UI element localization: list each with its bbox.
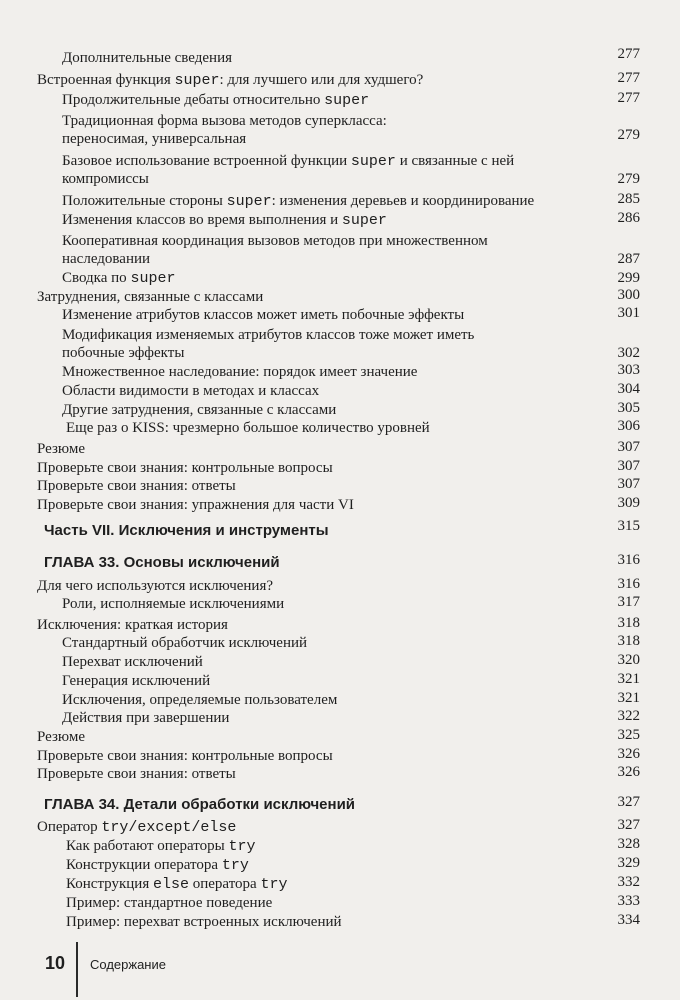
toc-entry-text: переносимая, универсальная [62, 131, 247, 147]
toc-row [0, 92, 680, 112]
toc-row [0, 46, 680, 70]
toc-page-number: 279 [617, 127, 640, 143]
toc-entry-text: Исключения: краткая история [37, 617, 228, 633]
toc-page-number: 315 [617, 518, 640, 534]
toc-entry-text: Проверьте свои знания: ответы [37, 766, 236, 782]
toc-page-number: 326 [617, 746, 640, 762]
toc-page-number: 307 [617, 439, 640, 455]
toc-row [0, 327, 680, 347]
toc-row [0, 193, 680, 213]
toc-page-number: 320 [617, 652, 640, 668]
toc-row [0, 857, 680, 877]
toc-entry-text: Для чего используются исключения? [37, 578, 274, 594]
toc-row [0, 895, 680, 915]
toc-entry-text: Дополнительные сведения [62, 50, 233, 66]
toc-page-number: 318 [617, 633, 640, 649]
toc-entry-text: Продолжительные дебаты относительно super [62, 92, 370, 109]
toc-page-number: 285 [617, 191, 640, 207]
toc-row [0, 113, 680, 133]
toc-entry-text: Затруднения, связанные с классами [37, 289, 264, 305]
toc-entry-text: Конструкции оператора try [66, 857, 249, 874]
toc-entry-text: Исключения, определяемые пользователем [62, 692, 338, 708]
toc-page-number: 300 [617, 287, 640, 303]
toc-row [0, 270, 680, 290]
toc-page-number: 301 [617, 305, 640, 321]
toc-row [0, 72, 680, 92]
toc-row [0, 876, 680, 896]
toc-page-number: 328 [617, 836, 640, 852]
toc-entry-text: Пример: стандартное поведение [66, 895, 273, 911]
footer-page-number: 10 [45, 953, 66, 973]
toc-page-number: 279 [617, 171, 640, 187]
toc-page-number: 307 [617, 458, 640, 474]
toc-page-number: 277 [617, 46, 640, 62]
toc-entry-text: Перехват исключений [62, 654, 203, 670]
toc-entry-text: Сводка по super [62, 270, 176, 287]
toc-page-number: 303 [617, 362, 640, 378]
toc-row [0, 710, 680, 730]
toc-entry-text: Модификация изменяемых атрибутов классов тоже может иметь [62, 327, 475, 343]
toc-entry-text: Стандартный обработчик исключений [62, 635, 308, 651]
toc-page-number: 334 [617, 912, 640, 928]
toc-entry-text: Проверьте свои знания: контрольные вопросы [37, 748, 333, 764]
toc-entry-text: Проверьте свои знания: контрольные вопросы [37, 460, 333, 476]
toc-entry-text: Области видимости в методах и классах [62, 383, 320, 399]
toc-row [0, 554, 680, 574]
toc-row [0, 635, 680, 655]
toc-row [0, 766, 680, 786]
toc-row [0, 497, 680, 517]
toc-page-number: 321 [617, 671, 640, 687]
toc-entry-text: Роли, исполняемые исключениями [62, 596, 285, 612]
toc-page-number: 299 [617, 270, 640, 286]
toc-entry-text: Проверьте свои знания: упражнения для части VI [37, 497, 354, 513]
toc-entry-text: Другие затруднения, связанные с классами [62, 402, 337, 418]
toc-page-number: 327 [617, 817, 640, 833]
toc-page-number: 326 [617, 764, 640, 780]
toc-page-number: 307 [617, 476, 640, 492]
toc-page-number: 287 [617, 251, 640, 267]
toc-row [0, 460, 680, 480]
toc-row [0, 420, 680, 440]
toc-row [0, 617, 680, 637]
toc-page-number: 329 [617, 855, 640, 871]
toc-entry-text: Изменение атрибутов классов может иметь побочные эффекты [62, 307, 465, 323]
toc-row [0, 153, 680, 173]
toc-entry-text: Как работают операторы try [66, 838, 256, 855]
toc-page-number: 316 [617, 576, 640, 592]
toc-row [0, 307, 680, 327]
toc-page-number: 304 [617, 381, 640, 397]
toc-entry-text: Оператор try/except/else [37, 819, 237, 836]
toc-entry-text: Множественное наследование: порядок имеет значение [62, 364, 418, 380]
toc-page-number: 302 [617, 345, 640, 361]
toc-row [0, 729, 680, 749]
toc-heading: ГЛАВА 33. Основы исключений [44, 554, 280, 571]
toc-row [0, 383, 680, 403]
toc-entry-text: Проверьте свои знания: ответы [37, 478, 236, 494]
toc-heading: Часть VII. Исключения и инструменты [44, 522, 329, 539]
toc-entry-text: побочные эффекты [62, 345, 185, 361]
toc-entry-text: Генерация исключений [62, 673, 211, 689]
toc-row [0, 819, 680, 839]
toc-row [0, 838, 680, 858]
toc-row [0, 596, 680, 616]
toc-row [0, 692, 680, 712]
toc-page-number: 321 [617, 690, 640, 706]
toc-row [0, 796, 680, 816]
toc-entry-text: Пример: перехват встроенных исключений [66, 914, 342, 930]
toc-row [0, 478, 680, 498]
toc-page-number: 325 [617, 727, 640, 743]
toc-page-number: 327 [617, 794, 640, 810]
toc-row [0, 518, 680, 542]
toc-row [0, 654, 680, 674]
toc-row [0, 233, 680, 253]
toc-entry-text: Действия при завершении [62, 710, 230, 726]
toc-entry-text: компромиссы [62, 171, 149, 187]
toc-row [0, 441, 680, 461]
toc-page-number: 316 [617, 552, 640, 568]
toc-row [0, 289, 680, 309]
toc-row [0, 345, 680, 365]
toc-entry-text: Кооперативная координация вызовов методов при множественном [62, 233, 488, 249]
toc-entry-text: Встроенная функция super: для лучшего или для худшего? [37, 72, 424, 89]
toc-page-number: 318 [617, 615, 640, 631]
toc-page-number: 333 [617, 893, 640, 909]
toc-page-number: 332 [617, 874, 640, 890]
toc-page-number: 317 [617, 594, 640, 610]
toc-entry-text: Резюме [37, 441, 86, 457]
toc-row [0, 251, 680, 271]
toc-row [0, 578, 680, 598]
footer-section-label: Содержание [90, 957, 166, 972]
toc-row [0, 127, 680, 151]
toc-row [0, 673, 680, 693]
toc-page-number: 322 [617, 708, 640, 724]
toc-entry-text: Положительные стороны super: изменения деревьев и координирование [62, 193, 535, 210]
toc-entry-text: Конструкция else оператора try [66, 876, 288, 893]
toc-row [0, 748, 680, 768]
toc-page-number: 305 [617, 400, 640, 416]
toc-page-number: 306 [617, 418, 640, 434]
toc-heading: ГЛАВА 34. Детали обработки исключений [44, 796, 356, 813]
toc-entry-text: Традиционная форма вызова методов суперкласса: [62, 113, 387, 129]
toc-row [0, 364, 680, 384]
toc-page-number: 277 [617, 70, 640, 86]
toc-row [0, 212, 680, 232]
toc-page-number: 309 [617, 495, 640, 511]
toc-row [0, 171, 680, 191]
toc-row [0, 402, 680, 422]
toc-entry-text: Резюме [37, 729, 86, 745]
footer-rule [76, 942, 78, 997]
toc-row [0, 914, 680, 934]
toc-page-number: 277 [617, 90, 640, 106]
toc-entry-text: Изменения классов во время выполнения и super [62, 212, 387, 229]
toc-entry-text: наследовании [62, 251, 151, 267]
toc-entry-text: Базовое использование встроенной функции super и связанные с ней [62, 153, 515, 170]
toc-page-number: 286 [617, 210, 640, 226]
toc-entry-text: Еще раз о KISS: чрезмерно большое количество уровней [66, 420, 430, 436]
